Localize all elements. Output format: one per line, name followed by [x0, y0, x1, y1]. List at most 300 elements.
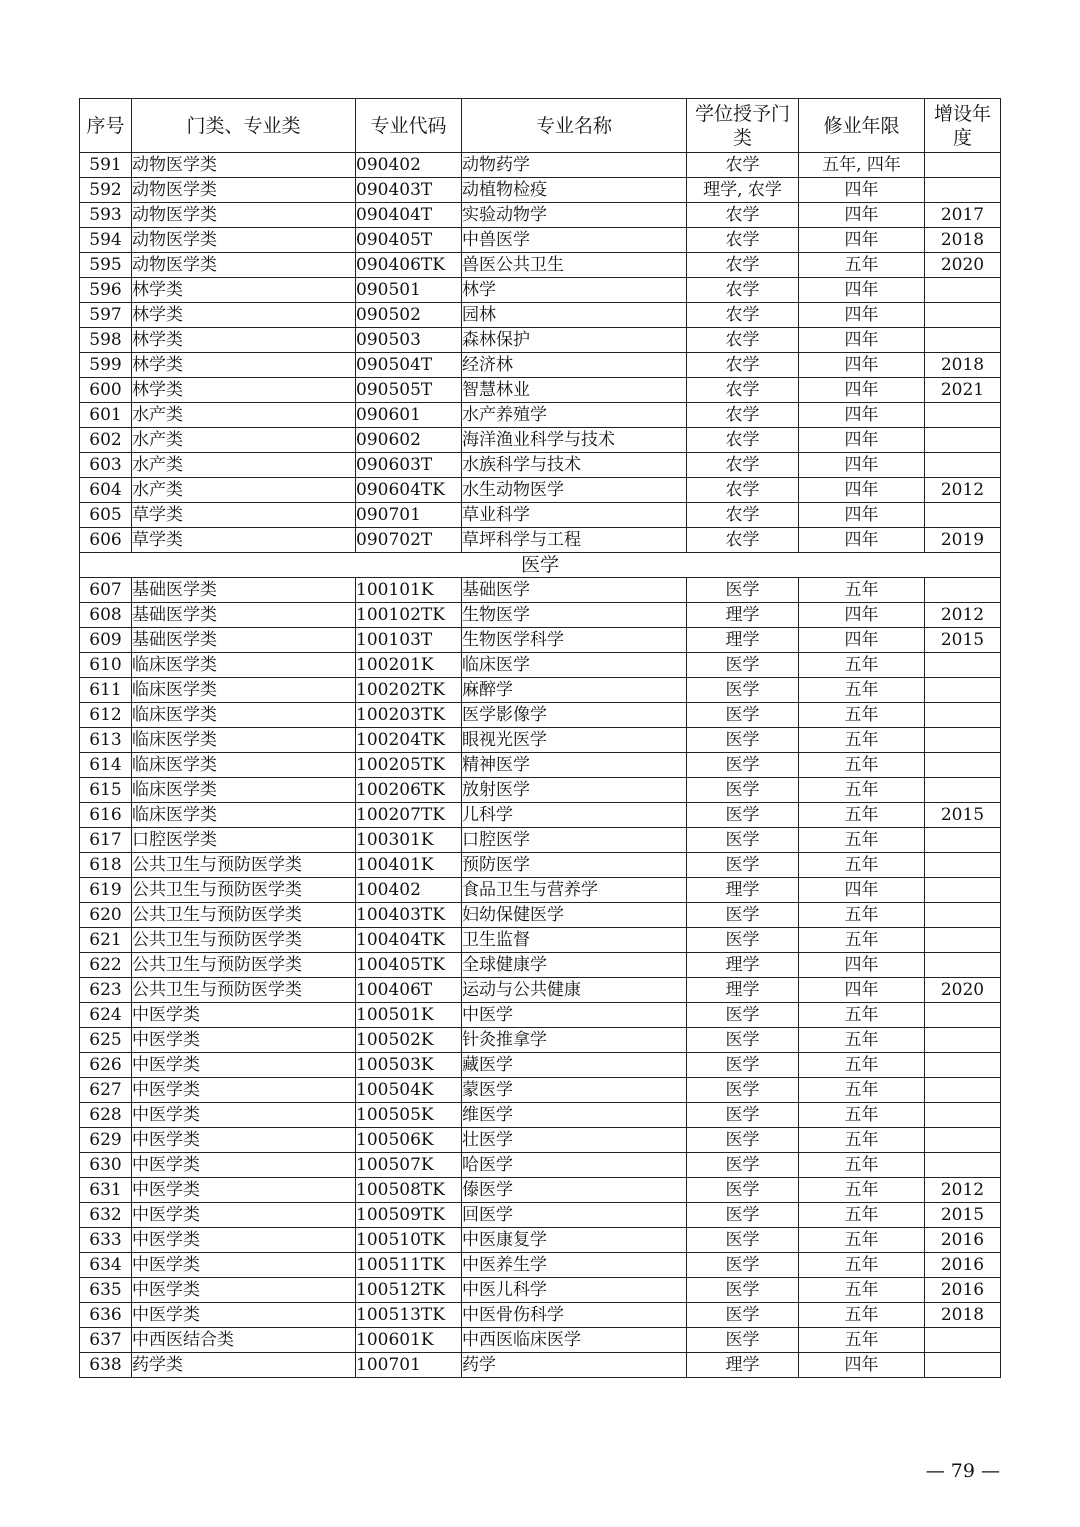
row-code: 100103T: [356, 628, 462, 653]
table-row: [80, 203, 1001, 228]
table-row: [80, 228, 1001, 253]
row-degree: 医学: [687, 778, 799, 803]
row-degree: 农学: [687, 303, 799, 328]
row-degree: 医学: [687, 1078, 799, 1103]
table-row: [80, 628, 1001, 653]
row-name: 壮医学: [462, 1128, 687, 1153]
row-added: [925, 428, 1001, 453]
row-added: 2019: [925, 528, 1001, 553]
row-degree: 农学: [687, 478, 799, 503]
row-no: 612: [80, 703, 132, 728]
row-code: 100505K: [356, 1103, 462, 1128]
row-degree: 农学: [687, 203, 799, 228]
row-name: 麻醉学: [462, 678, 687, 703]
row-no: 623: [80, 978, 132, 1003]
row-years: 五年: [799, 853, 925, 878]
row-category: 草学类: [132, 528, 356, 553]
row-code: 100405TK: [356, 953, 462, 978]
row-no: 630: [80, 1153, 132, 1178]
row-no: 610: [80, 653, 132, 678]
row-no: 631: [80, 1178, 132, 1203]
table-row: [80, 1078, 1001, 1103]
row-name: 傣医学: [462, 1178, 687, 1203]
row-no: 609: [80, 628, 132, 653]
row-code: 100512TK: [356, 1278, 462, 1303]
row-added: [925, 278, 1001, 303]
table-row: [80, 378, 1001, 403]
table-row: [80, 678, 1001, 703]
row-no: 617: [80, 828, 132, 853]
row-years: 四年: [799, 353, 925, 378]
table-row: [80, 328, 1001, 353]
row-name: 森林保护: [462, 328, 687, 353]
row-name: 蒙医学: [462, 1078, 687, 1103]
row-degree: 医学: [687, 1128, 799, 1153]
row-name: 医学影像学: [462, 703, 687, 728]
row-category: 临床医学类: [132, 753, 356, 778]
row-added: 2018: [925, 1303, 1001, 1328]
row-name: 草业科学: [462, 503, 687, 528]
table-row: [80, 1053, 1001, 1078]
row-category: 中医学类: [132, 1278, 356, 1303]
row-category: 基础医学类: [132, 603, 356, 628]
row-name: 妇幼保健医学: [462, 903, 687, 928]
row-added: [925, 1328, 1001, 1353]
row-name: 动植物检疫: [462, 178, 687, 203]
row-added: 2018: [925, 353, 1001, 378]
row-years: 五年: [799, 803, 925, 828]
row-no: 600: [80, 378, 132, 403]
row-degree: 医学: [687, 853, 799, 878]
row-no: 595: [80, 253, 132, 278]
row-code: 100507K: [356, 1153, 462, 1178]
row-years: 四年: [799, 203, 925, 228]
row-code: 100503K: [356, 1053, 462, 1078]
row-name: 生物医学: [462, 603, 687, 628]
header-no: 序号: [80, 99, 132, 153]
row-added: [925, 728, 1001, 753]
row-category: 药学类: [132, 1353, 356, 1378]
row-degree: 农学: [687, 428, 799, 453]
row-no: 605: [80, 503, 132, 528]
row-category: 水产类: [132, 403, 356, 428]
row-no: 620: [80, 903, 132, 928]
row-no: 618: [80, 853, 132, 878]
row-name: 中医骨伤科学: [462, 1303, 687, 1328]
row-name: 基础医学: [462, 578, 687, 603]
table-row: [80, 653, 1001, 678]
row-category: 中医学类: [132, 1103, 356, 1128]
row-no: 607: [80, 578, 132, 603]
table-row: [80, 353, 1001, 378]
table-row: [80, 778, 1001, 803]
row-category: 公共卫生与预防医学类: [132, 878, 356, 903]
row-no: 604: [80, 478, 132, 503]
row-code: 100510TK: [356, 1228, 462, 1253]
row-degree: 医学: [687, 1053, 799, 1078]
row-degree: 理学: [687, 603, 799, 628]
row-no: 614: [80, 753, 132, 778]
table-row: [80, 278, 1001, 303]
header-added: 增设年度: [925, 99, 1001, 153]
row-degree: 医学: [687, 578, 799, 603]
row-added: 2020: [925, 253, 1001, 278]
page-number: — 79 —: [925, 1460, 1000, 1482]
row-years: 四年: [799, 278, 925, 303]
row-code: 100403TK: [356, 903, 462, 928]
row-name: 中医康复学: [462, 1228, 687, 1253]
row-name: 中医儿科学: [462, 1278, 687, 1303]
row-category: 中医学类: [132, 1228, 356, 1253]
row-added: [925, 778, 1001, 803]
table-row: [80, 1328, 1001, 1353]
row-code: 100206TK: [356, 778, 462, 803]
row-added: [925, 153, 1001, 178]
row-added: 2015: [925, 803, 1001, 828]
row-no: 624: [80, 1003, 132, 1028]
row-code: 100102TK: [356, 603, 462, 628]
row-no: 634: [80, 1253, 132, 1278]
row-added: 2021: [925, 378, 1001, 403]
row-code: 100509TK: [356, 1203, 462, 1228]
row-category: 中医学类: [132, 1203, 356, 1228]
row-name: 水产养殖学: [462, 403, 687, 428]
row-added: [925, 403, 1001, 428]
row-years: 五年: [799, 903, 925, 928]
row-added: 2017: [925, 203, 1001, 228]
row-category: 动物医学类: [132, 228, 356, 253]
row-name: 回医学: [462, 1203, 687, 1228]
table-header-row: [80, 99, 1001, 153]
row-degree: 理学: [687, 628, 799, 653]
row-added: 2016: [925, 1253, 1001, 1278]
row-degree: 农学: [687, 278, 799, 303]
table-row: [80, 1028, 1001, 1053]
table-row: [80, 303, 1001, 328]
row-years: 四年: [799, 303, 925, 328]
row-code: 100207TK: [356, 803, 462, 828]
row-category: 林学类: [132, 303, 356, 328]
row-category: 水产类: [132, 453, 356, 478]
table-row: [80, 478, 1001, 503]
row-no: 591: [80, 153, 132, 178]
row-no: 637: [80, 1328, 132, 1353]
row-code: 090504T: [356, 353, 462, 378]
row-code: 100101K: [356, 578, 462, 603]
row-added: [925, 328, 1001, 353]
row-degree: 医学: [687, 678, 799, 703]
row-degree: 农学: [687, 528, 799, 553]
row-category: 动物医学类: [132, 153, 356, 178]
row-years: 五年: [799, 1153, 925, 1178]
row-no: 632: [80, 1203, 132, 1228]
row-code: 100205TK: [356, 753, 462, 778]
row-years: 五年: [799, 753, 925, 778]
row-no: 622: [80, 953, 132, 978]
row-category: 基础医学类: [132, 628, 356, 653]
row-years: 四年: [799, 228, 925, 253]
row-category: 中西医结合类: [132, 1328, 356, 1353]
row-years: 五年: [799, 828, 925, 853]
row-degree: 医学: [687, 753, 799, 778]
row-name: 维医学: [462, 1103, 687, 1128]
row-code: 100301K: [356, 828, 462, 853]
row-category: 公共卫生与预防医学类: [132, 928, 356, 953]
row-years: 四年: [799, 878, 925, 903]
row-category: 水产类: [132, 428, 356, 453]
row-no: 602: [80, 428, 132, 453]
row-code: 100506K: [356, 1128, 462, 1153]
row-category: 临床医学类: [132, 803, 356, 828]
row-category: 中医学类: [132, 1178, 356, 1203]
row-code: 090405T: [356, 228, 462, 253]
row-no: 626: [80, 1053, 132, 1078]
row-added: [925, 653, 1001, 678]
row-degree: 医学: [687, 703, 799, 728]
row-added: [925, 178, 1001, 203]
row-category: 水产类: [132, 478, 356, 503]
row-no: 615: [80, 778, 132, 803]
row-category: 中医学类: [132, 1128, 356, 1153]
row-degree: 医学: [687, 1153, 799, 1178]
row-code: 090603T: [356, 453, 462, 478]
row-name: 水族科学与技术: [462, 453, 687, 478]
row-degree: 理学: [687, 878, 799, 903]
row-degree: 医学: [687, 1253, 799, 1278]
row-no: 592: [80, 178, 132, 203]
table-row: [80, 953, 1001, 978]
row-degree: 农学: [687, 328, 799, 353]
row-name: 园林: [462, 303, 687, 328]
row-years: 五年: [799, 728, 925, 753]
row-degree: 医学: [687, 1303, 799, 1328]
table-row: [80, 1303, 1001, 1328]
medicine-section: [80, 553, 1001, 578]
row-category: 临床医学类: [132, 728, 356, 753]
medicine-rows: [80, 578, 1001, 1378]
row-name: 运动与公共健康: [462, 978, 687, 1003]
row-name: 水生动物医学: [462, 478, 687, 503]
row-category: 草学类: [132, 503, 356, 528]
row-added: [925, 578, 1001, 603]
row-years: 四年: [799, 503, 925, 528]
row-code: 100203TK: [356, 703, 462, 728]
row-category: 林学类: [132, 353, 356, 378]
row-added: [925, 1003, 1001, 1028]
row-degree: 医学: [687, 728, 799, 753]
table-row: [80, 1103, 1001, 1128]
row-years: 四年: [799, 953, 925, 978]
table-row: [80, 178, 1001, 203]
row-years: 五年: [799, 1128, 925, 1153]
row-degree: 农学: [687, 153, 799, 178]
row-added: [925, 453, 1001, 478]
row-category: 临床医学类: [132, 653, 356, 678]
row-added: [925, 853, 1001, 878]
row-category: 中医学类: [132, 1028, 356, 1053]
table-row: [80, 828, 1001, 853]
row-code: 100404TK: [356, 928, 462, 953]
row-name: 口腔医学: [462, 828, 687, 853]
row-code: 090601: [356, 403, 462, 428]
table-row: [80, 1228, 1001, 1253]
row-years: 四年: [799, 628, 925, 653]
row-category: 林学类: [132, 328, 356, 353]
row-degree: 医学: [687, 1328, 799, 1353]
row-years: 五年: [799, 1103, 925, 1128]
row-name: 针灸推拿学: [462, 1028, 687, 1053]
row-years: 五年: [799, 578, 925, 603]
row-name: 放射医学: [462, 778, 687, 803]
row-years: 五年: [799, 703, 925, 728]
row-years: 五年: [799, 1178, 925, 1203]
row-code: 090501: [356, 278, 462, 303]
row-name: 中医养生学: [462, 1253, 687, 1278]
row-name: 临床医学: [462, 653, 687, 678]
row-degree: 医学: [687, 1178, 799, 1203]
row-added: [925, 1028, 1001, 1053]
row-no: 625: [80, 1028, 132, 1053]
table-row: [80, 1203, 1001, 1228]
row-added: [925, 753, 1001, 778]
row-years: 五年: [799, 253, 925, 278]
row-degree: 农学: [687, 353, 799, 378]
row-no: 629: [80, 1128, 132, 1153]
row-no: 616: [80, 803, 132, 828]
row-name: 海洋渔业科学与技术: [462, 428, 687, 453]
row-name: 儿科学: [462, 803, 687, 828]
row-years: 四年: [799, 428, 925, 453]
row-code: 100601K: [356, 1328, 462, 1353]
row-no: 619: [80, 878, 132, 903]
table-row: [80, 153, 1001, 178]
row-years: 五年: [799, 678, 925, 703]
row-added: [925, 928, 1001, 953]
row-no: 608: [80, 603, 132, 628]
table-row: [80, 503, 1001, 528]
row-years: 五年: [799, 928, 925, 953]
row-added: [925, 1353, 1001, 1378]
row-code: 090701: [356, 503, 462, 528]
section-title: 医学: [80, 553, 1001, 578]
row-degree: 医学: [687, 1228, 799, 1253]
table-row: [80, 853, 1001, 878]
row-added: [925, 878, 1001, 903]
row-added: [925, 1153, 1001, 1178]
row-years: 四年: [799, 603, 925, 628]
row-added: 2016: [925, 1278, 1001, 1303]
row-added: 2020: [925, 978, 1001, 1003]
row-degree: 医学: [687, 1028, 799, 1053]
row-no: 636: [80, 1303, 132, 1328]
table-row: [80, 403, 1001, 428]
row-years: 五年, 四年: [799, 153, 925, 178]
row-degree: 农学: [687, 378, 799, 403]
row-degree: 农学: [687, 453, 799, 478]
row-name: 中兽医学: [462, 228, 687, 253]
row-name: 食品卫生与营养学: [462, 878, 687, 903]
row-no: 621: [80, 928, 132, 953]
row-added: 2012: [925, 603, 1001, 628]
row-years: 五年: [799, 653, 925, 678]
table-row: [80, 1153, 1001, 1178]
header-code: 专业代码: [356, 99, 462, 153]
row-no: 638: [80, 1353, 132, 1378]
row-no: 601: [80, 403, 132, 428]
row-category: 公共卫生与预防医学类: [132, 953, 356, 978]
row-name: 草坪科学与工程: [462, 528, 687, 553]
row-degree: 医学: [687, 903, 799, 928]
table-row: [80, 1003, 1001, 1028]
header-name: 专业名称: [462, 99, 687, 153]
row-added: [925, 703, 1001, 728]
row-code: 090402: [356, 153, 462, 178]
row-no: 597: [80, 303, 132, 328]
row-added: 2012: [925, 478, 1001, 503]
row-degree: 医学: [687, 803, 799, 828]
row-years: 五年: [799, 778, 925, 803]
table-row: [80, 928, 1001, 953]
row-category: 动物医学类: [132, 178, 356, 203]
row-added: [925, 1128, 1001, 1153]
table-row: [80, 728, 1001, 753]
row-no: 606: [80, 528, 132, 553]
row-degree: 农学: [687, 403, 799, 428]
row-code: 100501K: [356, 1003, 462, 1028]
row-code: 090604TK: [356, 478, 462, 503]
row-years: 五年: [799, 1253, 925, 1278]
table-row: [80, 1253, 1001, 1278]
row-category: 临床医学类: [132, 678, 356, 703]
row-name: 动物药学: [462, 153, 687, 178]
row-category: 林学类: [132, 278, 356, 303]
row-years: 四年: [799, 528, 925, 553]
table-row: [80, 578, 1001, 603]
row-code: 090406TK: [356, 253, 462, 278]
row-category: 中医学类: [132, 1003, 356, 1028]
row-code: 100513TK: [356, 1303, 462, 1328]
row-added: [925, 828, 1001, 853]
row-added: 2012: [925, 1178, 1001, 1203]
table-row: [80, 603, 1001, 628]
row-years: 四年: [799, 1353, 925, 1378]
table-row: [80, 978, 1001, 1003]
row-years: 五年: [799, 1078, 925, 1103]
table-row: [80, 1178, 1001, 1203]
row-no: 611: [80, 678, 132, 703]
row-degree: 农学: [687, 253, 799, 278]
row-degree: 农学: [687, 228, 799, 253]
row-code: 100508TK: [356, 1178, 462, 1203]
row-degree: 农学: [687, 503, 799, 528]
row-years: 五年: [799, 1278, 925, 1303]
row-code: 090502: [356, 303, 462, 328]
row-degree: 医学: [687, 1103, 799, 1128]
row-years: 五年: [799, 1203, 925, 1228]
row-category: 临床医学类: [132, 778, 356, 803]
table-row: [80, 878, 1001, 903]
row-years: 四年: [799, 978, 925, 1003]
row-category: 公共卫生与预防医学类: [132, 903, 356, 928]
row-no: 594: [80, 228, 132, 253]
row-name: 卫生监督: [462, 928, 687, 953]
row-code: 100511TK: [356, 1253, 462, 1278]
table-row: [80, 528, 1001, 553]
row-code: 100504K: [356, 1078, 462, 1103]
row-no: 593: [80, 203, 132, 228]
row-category: 林学类: [132, 378, 356, 403]
row-years: 四年: [799, 403, 925, 428]
